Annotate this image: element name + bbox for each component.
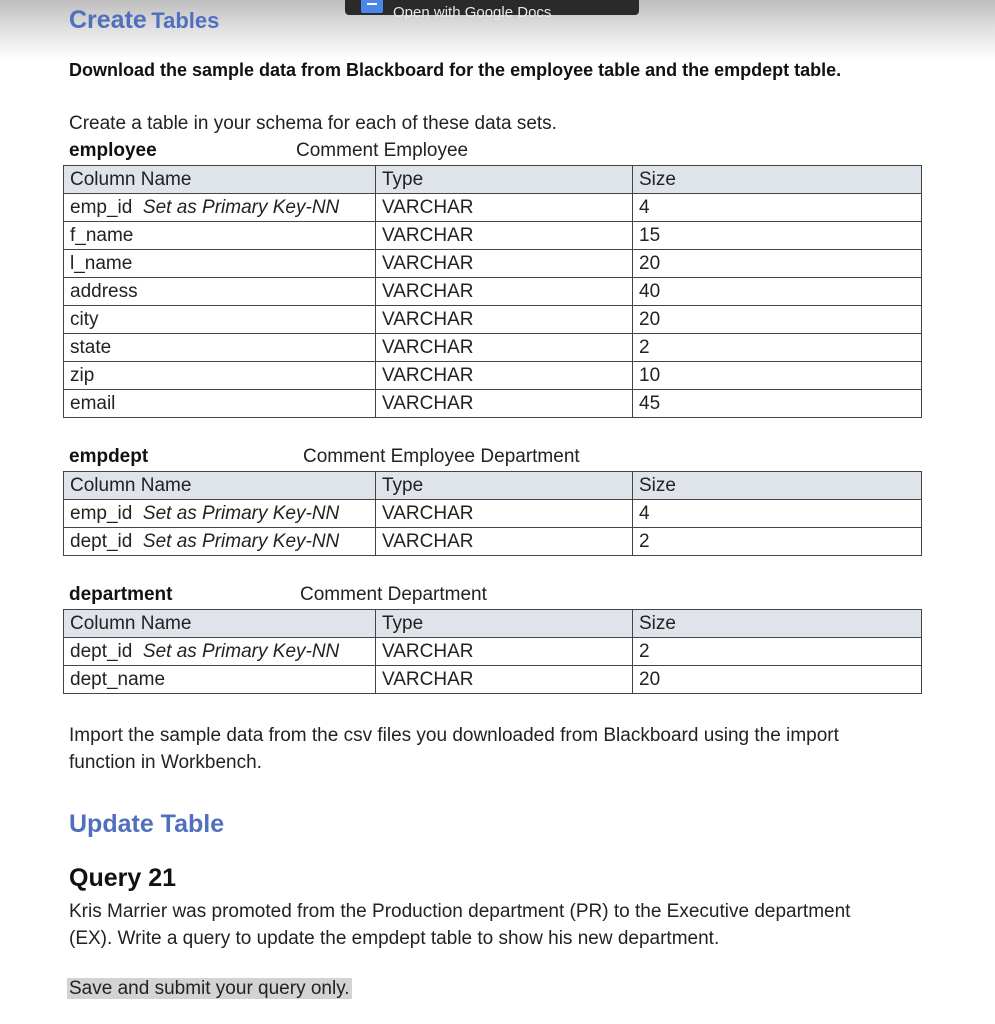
- column-note: Set as Primary Key-NN: [142, 503, 340, 524]
- query-description-line2: (EX). Write a query to update the empdept table to show his new department.: [69, 928, 720, 949]
- column-name-cell: dept_name: [64, 666, 376, 694]
- table-row: [64, 362, 922, 390]
- table-row: [64, 250, 922, 278]
- download-instruction: Download the sample data from Blackboard for the employee table and the empdept table.: [69, 60, 842, 80]
- header-column-name: Column Name: [64, 166, 376, 194]
- empdept-table: [63, 471, 922, 556]
- column-note: Set as Primary Key-NN: [142, 641, 340, 662]
- column-name-cell: f_name: [64, 222, 376, 250]
- import-note: [69, 722, 839, 776]
- submit-note-text: Save and submit your query only.: [69, 978, 350, 999]
- query-description-line1: Kris Marrier was promoted from the Production department (PR) to the Executive department: [69, 901, 851, 922]
- table-row: [64, 500, 922, 528]
- table-row: [64, 638, 922, 666]
- heading-create: Create: [69, 6, 147, 34]
- column-note: Set as Primary Key-NN: [142, 531, 340, 552]
- column-name-cell: [64, 500, 376, 528]
- size-cell: 20: [633, 250, 922, 278]
- column-note: Set as Primary Key-NN: [142, 197, 340, 218]
- size-cell: 2: [633, 334, 922, 362]
- column-name-cell: [64, 194, 376, 222]
- submit-note: [67, 978, 352, 1000]
- header-column-name: Column Name: [64, 610, 376, 638]
- size-cell: 20: [633, 306, 922, 334]
- table-row: [64, 390, 922, 418]
- column-name: emp_id: [70, 197, 133, 218]
- size-cell: 2: [633, 528, 922, 556]
- header-size: Size: [633, 610, 922, 638]
- import-note-line2: function in Workbench.: [69, 752, 262, 773]
- table-row: [64, 194, 922, 222]
- import-note-line1: Import the sample data from the csv files you downloaded from Blackboard using the import: [69, 725, 839, 746]
- size-cell: 4: [633, 194, 922, 222]
- table-header-row: [64, 610, 922, 638]
- department-table-comment: Comment Department: [300, 584, 487, 605]
- column-name-cell: address: [64, 278, 376, 306]
- size-cell: 15: [633, 222, 922, 250]
- type-cell: VARCHAR: [376, 306, 633, 334]
- employee-table-name: employee: [69, 140, 157, 161]
- employee-table: [63, 165, 922, 418]
- table-row: [64, 666, 922, 694]
- type-cell: VARCHAR: [376, 194, 633, 222]
- update-table-heading: Update Table: [69, 810, 225, 838]
- size-cell: 2: [633, 638, 922, 666]
- empdept-table-name: empdept: [69, 446, 149, 467]
- type-cell: VARCHAR: [376, 638, 633, 666]
- query-description: [69, 898, 850, 952]
- column-name-cell: [64, 638, 376, 666]
- column-name: dept_id: [70, 531, 133, 552]
- size-cell: 40: [633, 278, 922, 306]
- type-cell: VARCHAR: [376, 278, 633, 306]
- type-cell: VARCHAR: [376, 222, 633, 250]
- table-header-row: [64, 166, 922, 194]
- column-name-cell: city: [64, 306, 376, 334]
- column-name-cell: state: [64, 334, 376, 362]
- open-with-label: Open with Google Docs: [393, 4, 552, 21]
- column-name-cell: zip: [64, 362, 376, 390]
- header-type: Type: [376, 610, 633, 638]
- type-cell: VARCHAR: [376, 362, 633, 390]
- type-cell: VARCHAR: [376, 250, 633, 278]
- type-cell: VARCHAR: [376, 334, 633, 362]
- header-size: Size: [633, 166, 922, 194]
- table-row: [64, 278, 922, 306]
- table-row: [64, 306, 922, 334]
- table-row: [64, 334, 922, 362]
- column-name-cell: [64, 528, 376, 556]
- open-with-google-docs-button[interactable]: [345, 0, 639, 21]
- column-name-cell: email: [64, 390, 376, 418]
- google-docs-icon: [361, 0, 383, 13]
- department-table-name: department: [69, 584, 173, 605]
- type-cell: VARCHAR: [376, 666, 633, 694]
- query-title: Query 21: [69, 864, 177, 892]
- size-cell: 20: [633, 666, 922, 694]
- size-cell: 4: [633, 500, 922, 528]
- create-note: Create a table in your schema for each of these data sets.: [69, 113, 557, 134]
- header-size: Size: [633, 472, 922, 500]
- table-row: [64, 222, 922, 250]
- department-table: [63, 609, 922, 694]
- table-row: [64, 528, 922, 556]
- size-cell: 10: [633, 362, 922, 390]
- header-type: Type: [376, 472, 633, 500]
- type-cell: VARCHAR: [376, 390, 633, 418]
- employee-table-comment: Comment Employee: [296, 140, 469, 161]
- empdept-table-comment: Comment Employee Department: [303, 446, 580, 467]
- heading-tables: Tables: [151, 8, 220, 33]
- size-cell: 45: [633, 390, 922, 418]
- column-name: dept_id: [70, 641, 133, 662]
- create-tables-heading: [69, 6, 219, 35]
- header-type: Type: [376, 166, 633, 194]
- type-cell: VARCHAR: [376, 528, 633, 556]
- column-name: emp_id: [70, 503, 133, 524]
- header-column-name: Column Name: [64, 472, 376, 500]
- type-cell: VARCHAR: [376, 500, 633, 528]
- table-header-row: [64, 472, 922, 500]
- column-name-cell: l_name: [64, 250, 376, 278]
